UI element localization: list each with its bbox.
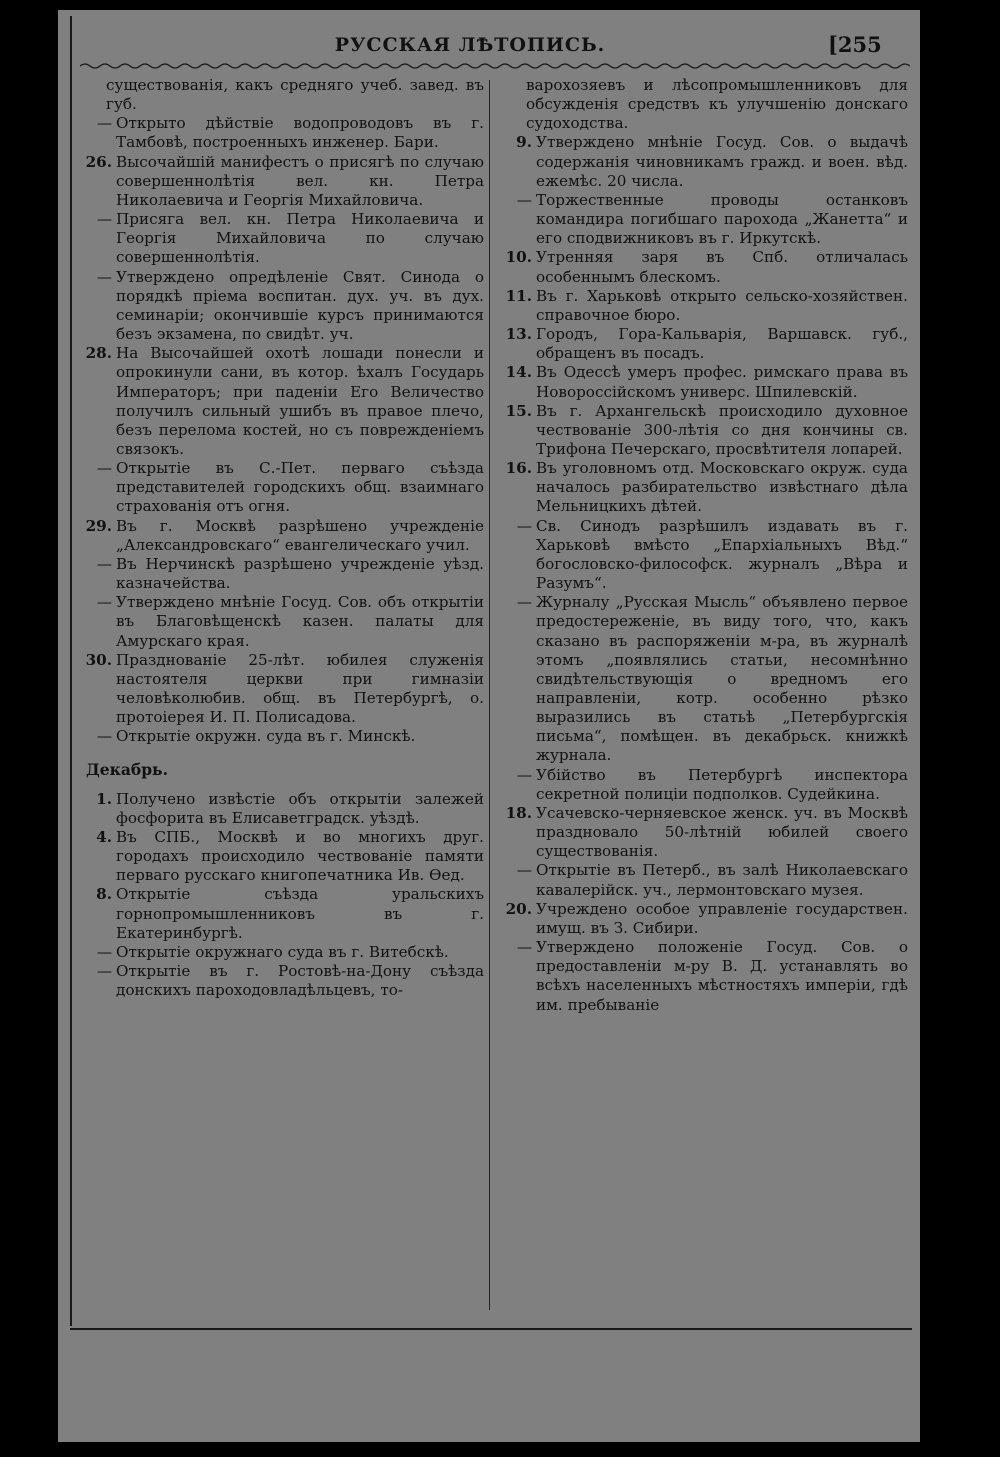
chronicle-dash-entry <box>496 766 908 804</box>
entry-text: варохозяевъ и лѣсопромышленниковъ для обсужденія средствъ къ улучшенію донскаго судоходства. <box>526 76 908 133</box>
entry-text: Въ уголовномъ отд. Московскаго окруж. суда началось разбирательство извѣстнаго дѣла Мельницкихъ дѣтей. <box>536 459 908 516</box>
entry-date-marker: 16. <box>505 459 532 478</box>
entry-text: Въ СПБ., Москвѣ и во многихъ друг. городахъ происходило чествованіе памяти перваго русскаго книгопечатника Ив. Ѳед. <box>116 827 484 885</box>
chronicle-dash-entry <box>76 943 484 962</box>
entry-date-marker: 18. <box>505 803 532 822</box>
chronicle-dash-entry <box>76 962 484 1000</box>
entry-text: Учреждено особое управленіе государствен. имущ. въ З. Сибири. <box>536 899 908 937</box>
header-wavy-rule <box>80 62 910 70</box>
entry-text: Утверждено опредѣленіе Свят. Синода о порядкѣ пріема воспитан. дух. уч. въ дух. семинаріи; окончившіе курсъ принимаются безъ экзамена, по свидѣт. уч. <box>116 267 484 344</box>
entry-text: Получено извѣстіе объ открытіи залежей фосфорита въ Елисаветградск. уѣздѣ. <box>116 789 484 827</box>
chronicle-day-entry <box>496 248 908 286</box>
entry-text: Утверждено мнѣніе Госуд. Сов. объ открытіи въ Благовѣщенскѣ казен. палаты для Амурскаго края. <box>116 593 484 650</box>
month-heading: Декабрь. <box>86 760 168 780</box>
chronicle-day-entry <box>496 133 908 190</box>
chronicle-dash-entry <box>76 593 484 650</box>
entry-text: Торжественные проводы останковъ командира погибшаго парохода „Жанетта“ и его сподвижниковъ въ г. Иркутскѣ. <box>536 190 908 248</box>
entry-text: Въ г. Харьковѣ открыто сельско-хозяйствен. справочное бюро. <box>536 286 908 324</box>
entry-text: Открытіе въ Петерб., въ залѣ Николаевскаго кавалерійск. уч., лермонтовскаго музея. <box>536 861 908 899</box>
right-entries <box>496 76 908 1015</box>
entry-text: Убійство въ Петербургѣ инспектора секретной полиціи подполков. Судейкина. <box>536 765 908 803</box>
entry-text: Усачевско-черняевское женск. уч. въ Москвѣ праздновало 50-лѣтній юбилей своего существованія. <box>536 803 908 861</box>
chronicle-day-entry <box>76 344 484 459</box>
chronicle-dash-entry <box>76 268 484 345</box>
entry-text: Открытіе съѣзда уральскихъ горнопромышленниковъ въ г. Екатеринбургѣ. <box>116 885 484 942</box>
entry-text: Въ г. Москвѣ разрѣшено учрежденіе „Александровскаго“ евангелическаго учил. <box>116 516 484 554</box>
entry-dash-marker: — <box>96 459 112 478</box>
page-number: [255 <box>828 32 882 57</box>
entry-date-marker: 9. <box>516 133 532 152</box>
entry-text: Утверждено мнѣніе Госуд. Сов. о выдачѣ содержанія чиновникамъ гражд. и воен. вѣд. ежемѣс. 20 числа. <box>536 133 908 190</box>
chronicle-dash-entry <box>76 210 484 267</box>
entry-text: Открытіе окружн. суда въ г. Минскѣ. <box>116 727 416 746</box>
entry-text: Въ Нерчинскѣ разрѣшено учрежденіе уѣзд. казначейства. <box>116 554 484 593</box>
entry-date-marker: 4. <box>96 827 112 846</box>
entry-dash-marker: — <box>516 938 532 957</box>
right-column <box>496 76 908 1015</box>
entry-dash-marker: — <box>96 593 112 612</box>
entry-date-marker: 13. <box>505 325 532 344</box>
entry-dash-marker: — <box>516 861 532 880</box>
chronicle-continued-entry <box>76 76 484 114</box>
chronicle-day-entry <box>76 651 484 728</box>
chronicle-dash-entry <box>76 555 484 593</box>
entry-dash-marker: — <box>96 727 112 746</box>
entry-dash-marker: — <box>96 210 112 229</box>
entry-text: Въ г. Архангельскѣ происходило духовное чествованіе 300-лѣтія со дня кончины св. Трифона Печерскаго, просвѣтителя лопарей. <box>536 401 908 458</box>
entry-date-marker: 11. <box>505 286 532 305</box>
entry-date-marker: 14. <box>505 363 532 382</box>
chronicle-dash-entry <box>76 459 484 516</box>
chronicle-day-entry <box>76 153 484 210</box>
entry-dash-marker: — <box>516 190 532 209</box>
entry-dash-marker: — <box>516 765 532 784</box>
entry-text: Присяга вел. кн. Петра Николаевича и Георгія Михайловича по случаю совершеннолѣтія. <box>116 210 484 267</box>
chronicle-day-entry <box>496 287 908 325</box>
chronicle-dash-entry <box>496 861 908 899</box>
chronicle-day-entry <box>76 790 484 828</box>
chronicle-day-entry <box>496 459 908 516</box>
running-title: РУССКАЯ ЛѢТОПИСЬ. <box>334 34 606 56</box>
entry-date-marker: 10. <box>505 248 532 267</box>
chronicle-dash-entry <box>76 114 484 152</box>
chronicle-day-entry <box>496 804 908 861</box>
column-divider <box>489 80 490 1310</box>
chronicle-dash-entry <box>496 938 908 1015</box>
entry-dash-marker: — <box>96 942 112 961</box>
entry-text: Утверждено положеніе Госуд. Сов. о предоставленіи м-ру В. Д. устанавлять во всѣхъ населенныхъ мѣстностяхъ имперіи, гдѣ им. пребываніе <box>536 938 908 1014</box>
chronicle-dash-entry <box>496 517 908 594</box>
left-entries-november <box>76 76 484 746</box>
chronicle-dash-entry <box>496 191 908 248</box>
entry-text: Открытіе окружнаго суда въ г. Витебскѣ. <box>116 942 449 961</box>
chronicle-day-entry <box>496 900 908 938</box>
entry-date-marker: 1. <box>96 789 112 808</box>
entry-date-marker: 20. <box>505 899 532 918</box>
left-column <box>76 76 484 1000</box>
entry-dash-marker: — <box>516 516 532 535</box>
entry-dash-marker: — <box>516 593 532 612</box>
entry-dash-marker: — <box>96 554 112 573</box>
entry-text: существованія, какъ средняго учеб. завед. въ губ. <box>106 76 484 114</box>
entry-text: На Высочайшей охотѣ лошади понесли и опрокинули сани, въ котор. ѣхалъ Государь Императоръ; при паденіи Его Величество получилъ сильный ушибъ въ правое плечо, безъ перелома костей, но съ поврежденіемъ связокъ. <box>116 344 484 458</box>
entry-date-marker: 15. <box>505 401 532 420</box>
entry-text: Высочайшій манифестъ о присягѣ по случаю совершеннолѣтія вел. кн. Петра Николаевича и Георгія Михайловича. <box>116 152 484 209</box>
chronicle-day-entry <box>76 517 484 555</box>
entry-text: Открыто дѣйствіе водопроводовъ въ г. Тамбовѣ, построенныхъ инженер. Бари. <box>116 114 484 152</box>
chronicle-day-entry <box>76 828 484 885</box>
chronicle-day-entry <box>76 885 484 942</box>
entry-date-marker: 26. <box>85 152 112 171</box>
entry-text: Утренняя заря въ Спб. отличалась особеннымъ блескомъ. <box>536 248 908 286</box>
entry-date-marker: 8. <box>96 885 112 904</box>
entry-date-marker: 28. <box>85 344 112 363</box>
entry-dash-marker: — <box>96 962 112 981</box>
chronicle-continued-entry <box>496 76 908 133</box>
entry-text: Въ Одессѣ умеръ профес. римскаго права въ Новороссійскомъ универс. Шпилевскій. <box>536 363 908 401</box>
entry-dash-marker: — <box>96 114 112 133</box>
entry-text: Св. Синодъ разрѣшилъ издавать въ г. Харьковѣ вмѣсто „Епархіальныхъ Вѣд.“ богословско-философск. журналъ „Вѣра и Разумъ“. <box>536 516 908 593</box>
chronicle-dash-entry <box>76 727 484 746</box>
entry-date-marker: 30. <box>85 650 112 669</box>
bottom-rule <box>70 1328 912 1330</box>
entry-text: Открытіе въ г. Ростовѣ-на-Дону съѣзда донскихъ пароходовладѣльцевъ, то- <box>116 962 484 1000</box>
entry-dash-marker: — <box>96 267 112 286</box>
entry-text: Открытіе въ С.-Пет. перваго съѣзда представителей городскихъ общ. взаимнаго страхованія отъ огня. <box>116 459 484 516</box>
entry-text: Празднованіе 25-лѣт. юбилея служенія настоятеля церкви при гимназіи человѣколюбив. общ. въ Петербургѣ, о. протоіерея И. П. Полисадова. <box>116 650 484 727</box>
chronicle-dash-entry <box>496 593 908 765</box>
chronicle-day-entry <box>496 325 908 363</box>
chronicle-day-entry <box>496 363 908 401</box>
chronicle-day-entry <box>496 402 908 459</box>
entry-text: Журналу „Русская Мысль“ объявлено первое предостереженіе, въ виду того, что, какъ сказано въ распоряженіи м-ра, въ журналѣ этомъ „появлялись статьи, несомнѣнно свидѣтельствующія о вредномъ его направленіи, котр. особенно рѣзко выразились въ статьѣ „Петербургскія письма“, помѣщен. въ декабрьск. книжкѣ журнала. <box>536 593 908 765</box>
entry-date-marker: 29. <box>85 516 112 535</box>
entry-text: Городъ, Гора-Кальварія, Варшавск. губ., обращенъ въ посадъ. <box>536 325 908 363</box>
left-entries-december <box>76 790 484 1001</box>
